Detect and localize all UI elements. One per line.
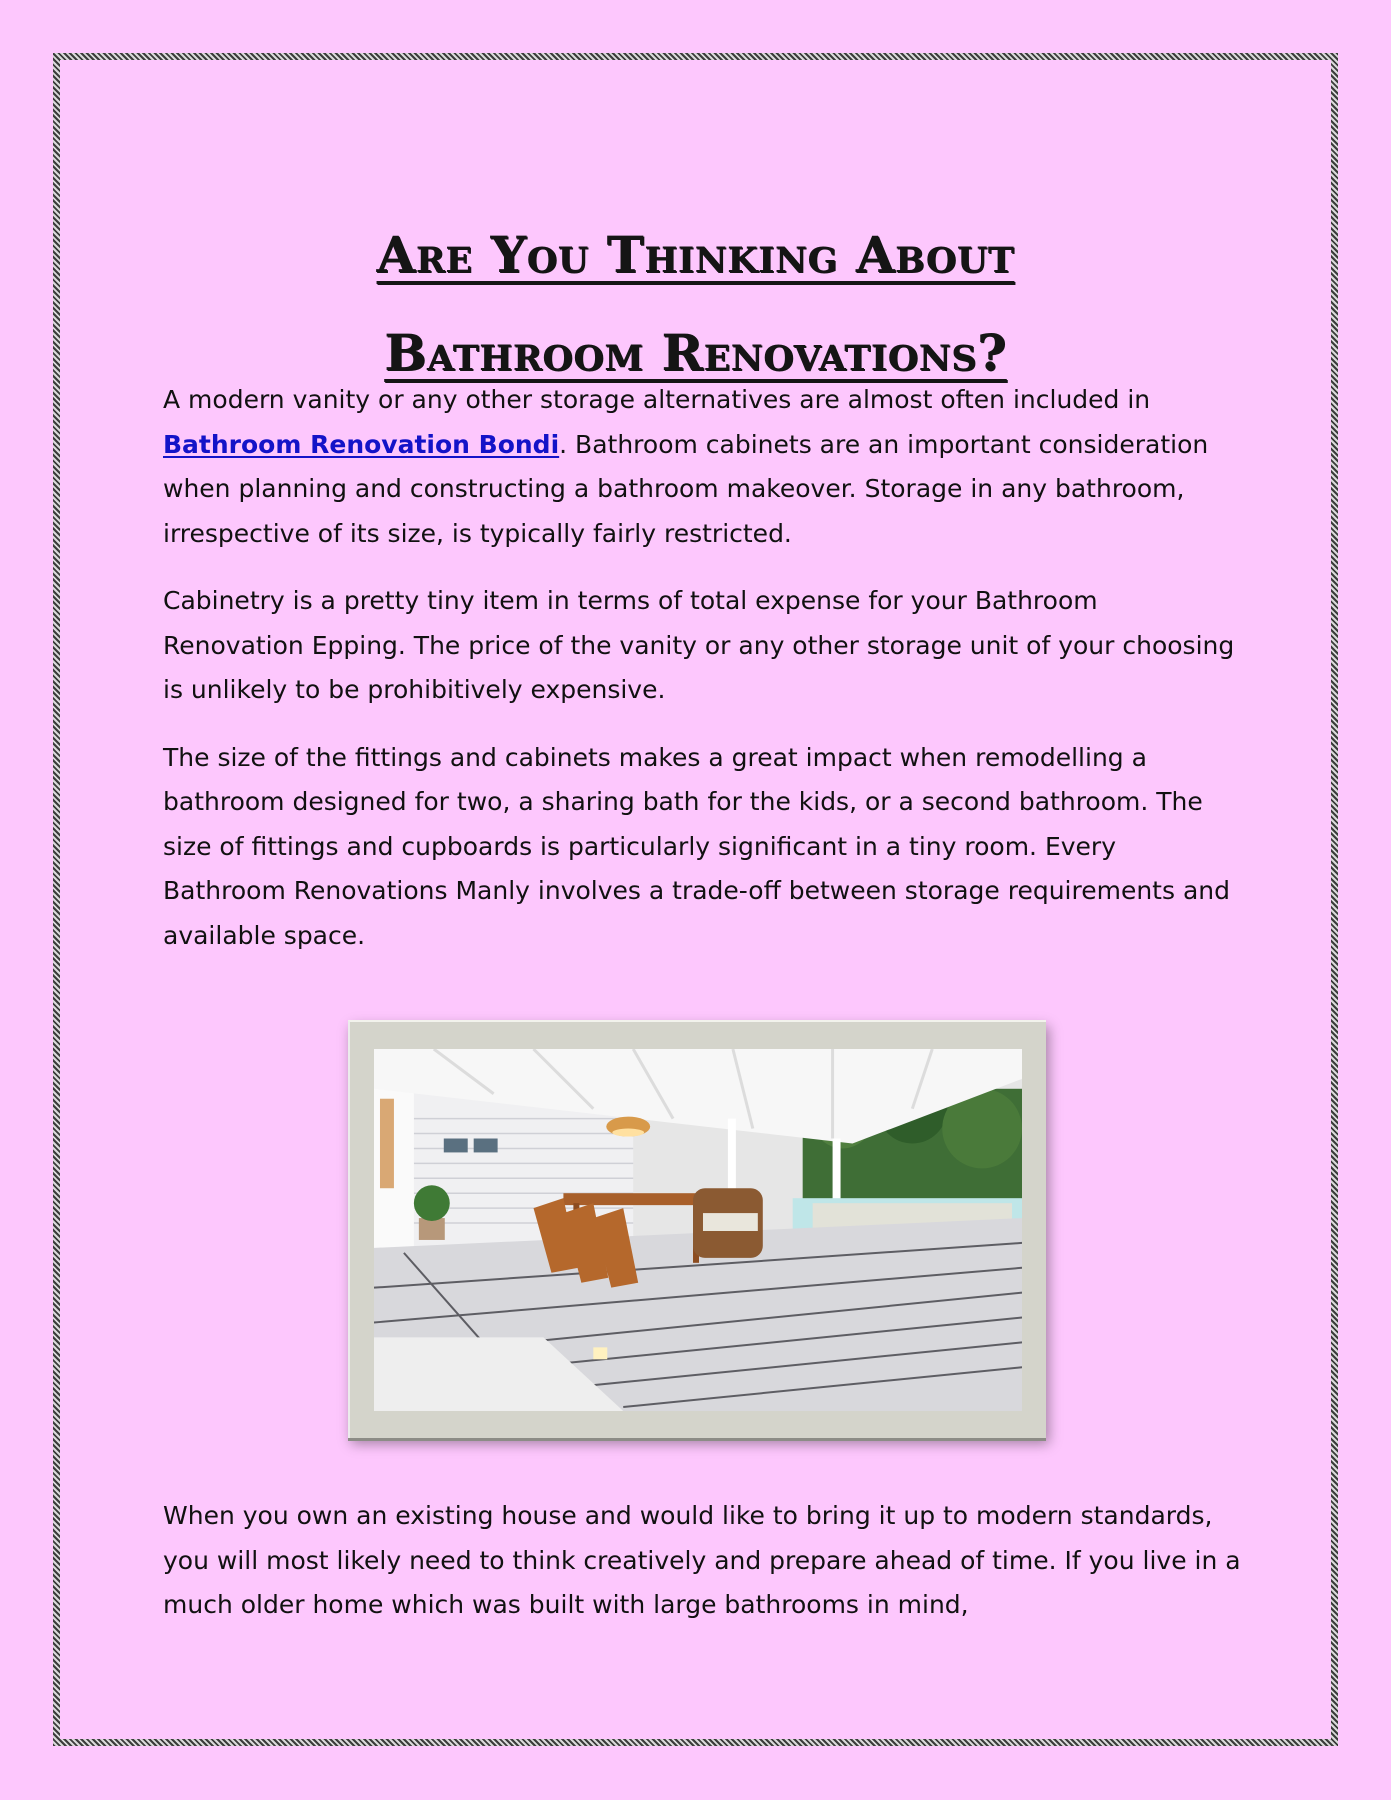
page-title xyxy=(160,206,1231,402)
patio-image xyxy=(374,1049,1022,1411)
bathroom-renovation-bondi-link[interactable]: Bathroom Renovation Bondi xyxy=(163,429,560,459)
patio-photo-frame xyxy=(348,1020,1046,1438)
patio-photo xyxy=(374,1049,1022,1411)
paragraph-1-start: A modern vanity or any other storage alternatives are almost often included in xyxy=(163,385,1151,414)
paragraph-4: When you own an existing house and would like to bring it up to modern standards, you will most likely need to think creatively and prepare ahead of time. If you live in a much older home which was built with large bathrooms in mind, xyxy=(163,1501,1241,1619)
paragraph-3: The size of the fittings and cabinets makes a great impact when remodelling a bathroom designed for two, a sharing bath for the kids, or a second bathroom. The size of fittings and cupboards is particularly significant in a tiny room. Every Bathroom Renovations Manly involves a trade-off between storage requirements and available space. xyxy=(163,742,1230,950)
paragraph-1 xyxy=(163,378,1243,556)
closing-text xyxy=(163,1494,1243,1651)
paragraph-2: Cabinetry is a pretty tiny item in terms of total expense for your Bathroom Renovation Epping. The price of the vanity or any other storage unit of your choosing is unlikely to be prohibitively expensive. xyxy=(163,586,1235,704)
title-line-2: Bathroom Renovations? xyxy=(384,322,1007,382)
paragraph-1-end: . Bathroom cabinets are an important consideration when planning and constructing a bathroom makeover. Storage in any bathroom, irrespective of its size, is typically fairly restricted. xyxy=(163,429,1209,548)
intro-text xyxy=(163,378,1243,981)
title-line-1: Are You Thinking About xyxy=(376,224,1015,284)
